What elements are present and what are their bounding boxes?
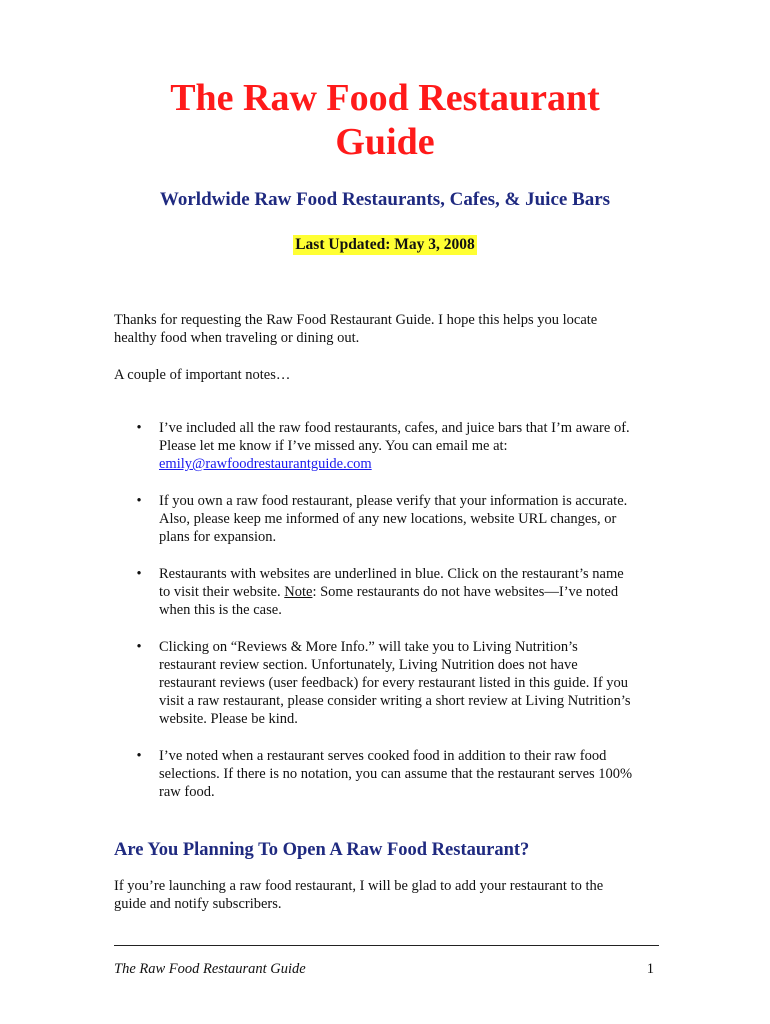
- bullet-5-line-2: selections. If there is no notation, you can assume that the restaurant serves 100%: [159, 766, 633, 782]
- page-number: 1: [646, 961, 654, 977]
- last-updated-highlight: Last Updated: May 3, 2008: [295, 236, 475, 253]
- bullet-3-line-2-end: : Some restaurants do not have websites—I’ve noted: [312, 584, 619, 600]
- bullet-4-line-1: Clicking on “Reviews & More Info.” will take you to Living Nutrition’s: [159, 639, 578, 655]
- launch-line-1: If you’re launching a raw food restaurant, I will be glad to add your restaurant to the: [114, 878, 604, 894]
- launch-line-2: guide and notify subscribers.: [114, 896, 282, 912]
- bullet-icon: •: [136, 493, 142, 509]
- bullet-3-line-2: [159, 583, 674, 601]
- bullet-4-line-2: restaurant review section. Unfortunately, Living Nutrition does not have: [159, 657, 578, 673]
- bullet-3-line-1: Restaurants with websites are underlined in blue. Click on the restaurant’s name: [159, 566, 624, 582]
- bullet-5-line-1: I’ve noted when a restaurant serves cooked food in addition to their raw food: [159, 748, 607, 764]
- bullet-icon: •: [136, 639, 142, 655]
- bullet-5-line-3: raw food.: [159, 784, 215, 800]
- bullet-1-line-2: Please let me know if I’ve missed any. You can email me at:: [159, 438, 508, 454]
- note-label: Note: [284, 584, 313, 600]
- bullet-icon: •: [136, 420, 142, 436]
- footer-title: The Raw Food Restaurant Guide: [114, 961, 306, 977]
- email-link[interactable]: emily@rawfoodrestaurantguide.com: [159, 456, 372, 472]
- list-item: [114, 638, 674, 728]
- bullet-4-line-5: website. Please be kind.: [159, 711, 298, 727]
- notes-intro: A couple of important notes…: [114, 367, 291, 383]
- bullet-2-line-3: plans for expansion.: [159, 529, 277, 545]
- title-line-2: Guide: [335, 121, 435, 163]
- bullet-2-line-1: If you own a raw food restaurant, please verify that your information is accurate.: [159, 493, 628, 509]
- list-item: [114, 419, 674, 473]
- list-item: [114, 747, 674, 801]
- intro-line-2: healthy food when traveling or dining out.: [114, 330, 360, 346]
- bullet-3-line-2-start: to visit their website.: [159, 584, 285, 600]
- document-subtitle: Worldwide Raw Food Restaurants, Cafes, & Juice Bars: [159, 189, 611, 210]
- bullet-4-line-3: restaurant reviews (user feedback) for every restaurant listed in this guide. If you: [159, 675, 629, 691]
- notes-list: [114, 419, 674, 820]
- bullet-1-line-1: I’ve included all the raw food restaurants, cafes, and juice bars that I’m aware of.: [159, 420, 630, 436]
- title-line-1: The Raw Food Restaurant: [170, 77, 600, 119]
- bullet-3-line-3: when this is the case.: [159, 602, 282, 618]
- intro-paragraph: [114, 311, 666, 347]
- list-item: [114, 565, 674, 619]
- footer-divider: [114, 945, 659, 946]
- list-item: [114, 492, 674, 546]
- bullet-2-line-2: Also, please keep me informed of any new locations, website URL changes, or: [159, 511, 617, 527]
- bullet-icon: •: [136, 748, 142, 764]
- launch-paragraph: [114, 877, 666, 913]
- intro-line-1: Thanks for requesting the Raw Food Restaurant Guide. I hope this helps you locate: [114, 312, 598, 328]
- bullet-4-line-4: visit a raw restaurant, please consider writing a short review at Living Nutrition’s: [159, 693, 631, 709]
- last-updated-wrapper: [0, 235, 770, 255]
- section-heading: Are You Planning To Open A Raw Food Restaurant?: [114, 840, 530, 860]
- document-title: [0, 76, 770, 164]
- bullet-icon: •: [136, 566, 142, 582]
